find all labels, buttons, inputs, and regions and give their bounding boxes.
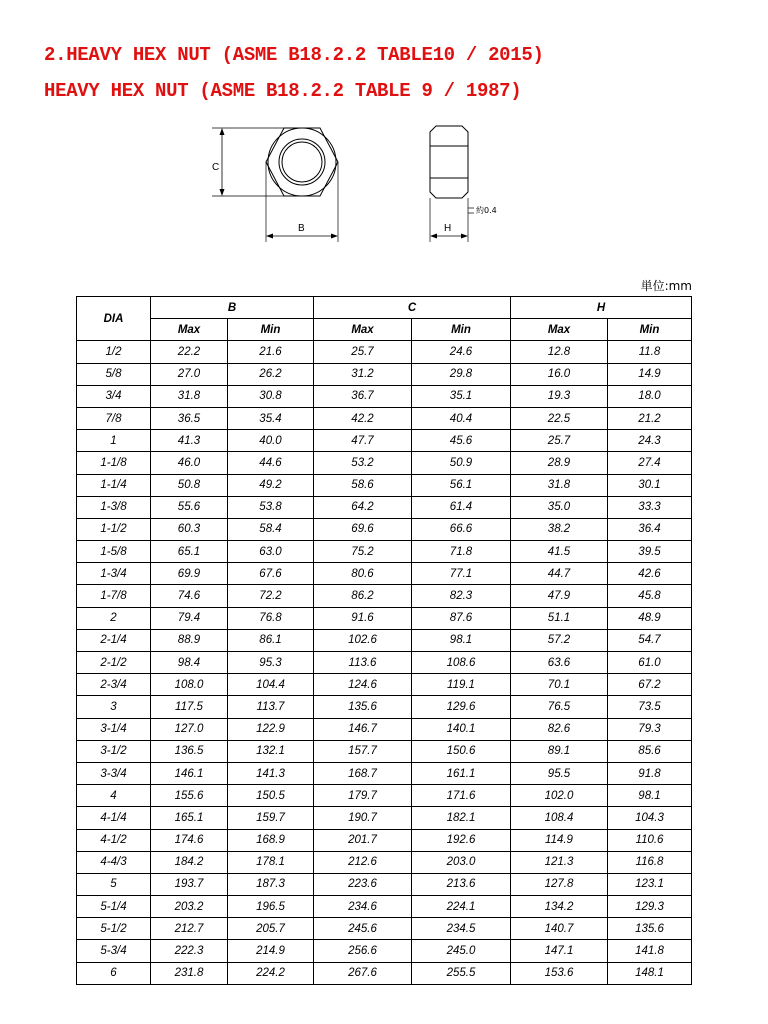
title-line-2: HEAVY HEX NUT (ASME B18.2.2 TABLE 9 / 1987) xyxy=(44,80,522,102)
cell-h-min: 27.4 xyxy=(608,452,692,474)
unit-label: 単位:mm xyxy=(640,279,692,293)
cell-b-min: 21.6 xyxy=(228,341,314,363)
table-row xyxy=(77,740,692,762)
cell-h-max: 16.0 xyxy=(511,363,608,385)
table-row xyxy=(77,762,692,784)
cell-h-min: 42.6 xyxy=(608,563,692,585)
cell-c-max: 201.7 xyxy=(314,829,412,851)
cell-b-min: 58.4 xyxy=(228,518,314,540)
cell-h-max: 82.6 xyxy=(511,718,608,740)
cell-dia: 1-1/2 xyxy=(77,518,151,540)
cell-c-min: 119.1 xyxy=(412,674,511,696)
cell-c-min: 182.1 xyxy=(412,807,511,829)
label-c: C xyxy=(212,162,220,173)
cell-c-max: 157.7 xyxy=(314,740,412,762)
cell-b-max: 231.8 xyxy=(151,962,228,984)
cell-c-min: 171.6 xyxy=(412,785,511,807)
cell-b-max: 212.7 xyxy=(151,918,228,940)
cell-b-min: 159.7 xyxy=(228,807,314,829)
table-row xyxy=(77,940,692,962)
cell-c-max: 179.7 xyxy=(314,785,412,807)
table-row xyxy=(77,341,692,363)
cell-b-min: 40.0 xyxy=(228,430,314,452)
table-row xyxy=(77,674,692,696)
cell-b-max: 41.3 xyxy=(151,430,228,452)
cell-c-min: 45.6 xyxy=(412,430,511,452)
cell-h-max: 28.9 xyxy=(511,452,608,474)
header-c: C xyxy=(314,297,511,319)
cell-dia: 1 xyxy=(77,430,151,452)
cell-b-max: 79.4 xyxy=(151,607,228,629)
cell-c-max: 223.6 xyxy=(314,873,412,895)
cell-b-max: 108.0 xyxy=(151,674,228,696)
cell-h-max: 121.3 xyxy=(511,851,608,873)
cell-b-min: 30.8 xyxy=(228,385,314,407)
cell-c-min: 245.0 xyxy=(412,940,511,962)
cell-h-max: 76.5 xyxy=(511,696,608,718)
cell-dia: 5-1/2 xyxy=(77,918,151,940)
cell-c-max: 64.2 xyxy=(314,496,412,518)
cell-dia: 1/2 xyxy=(77,341,151,363)
cell-h-min: 61.0 xyxy=(608,652,692,674)
cell-h-min: 21.2 xyxy=(608,407,692,429)
cell-h-max: 147.1 xyxy=(511,940,608,962)
cell-b-max: 55.6 xyxy=(151,496,228,518)
cell-c-min: 213.6 xyxy=(412,873,511,895)
cell-c-min: 108.6 xyxy=(412,652,511,674)
table-row xyxy=(77,873,692,895)
label-chamfer: 約0.4 xyxy=(476,206,497,215)
cell-b-min: 67.6 xyxy=(228,563,314,585)
table-row xyxy=(77,785,692,807)
header-h: H xyxy=(511,297,692,319)
cell-dia: 1-3/4 xyxy=(77,563,151,585)
cell-b-min: 132.1 xyxy=(228,740,314,762)
cell-h-max: 127.8 xyxy=(511,873,608,895)
cell-h-max: 102.0 xyxy=(511,785,608,807)
side-view-outline xyxy=(430,126,468,198)
cell-h-min: 141.8 xyxy=(608,940,692,962)
cell-b-max: 222.3 xyxy=(151,940,228,962)
table-row xyxy=(77,518,692,540)
cell-c-max: 91.6 xyxy=(314,607,412,629)
cell-h-max: 114.9 xyxy=(511,829,608,851)
cell-c-min: 87.6 xyxy=(412,607,511,629)
table-row xyxy=(77,851,692,873)
cell-b-max: 155.6 xyxy=(151,785,228,807)
table-body xyxy=(77,341,692,984)
cell-b-max: 184.2 xyxy=(151,851,228,873)
cell-c-max: 53.2 xyxy=(314,452,412,474)
cell-dia: 5-1/4 xyxy=(77,896,151,918)
cell-c-min: 24.6 xyxy=(412,341,511,363)
cell-h-max: 44.7 xyxy=(511,563,608,585)
table-row xyxy=(77,718,692,740)
cell-c-min: 161.1 xyxy=(412,762,511,784)
cell-h-max: 153.6 xyxy=(511,962,608,984)
cell-c-min: 192.6 xyxy=(412,829,511,851)
header-b: B xyxy=(151,297,314,319)
cell-b-min: 205.7 xyxy=(228,918,314,940)
cell-c-max: 36.7 xyxy=(314,385,412,407)
cell-h-min: 39.5 xyxy=(608,541,692,563)
cell-b-max: 69.9 xyxy=(151,563,228,585)
dimensions-table xyxy=(76,296,692,985)
cell-b-max: 50.8 xyxy=(151,474,228,496)
cell-h-min: 54.7 xyxy=(608,629,692,651)
cell-dia: 4-4/3 xyxy=(77,851,151,873)
cell-h-min: 110.6 xyxy=(608,829,692,851)
table-row xyxy=(77,496,692,518)
cell-b-min: 86.1 xyxy=(228,629,314,651)
cell-b-max: 27.0 xyxy=(151,363,228,385)
cell-dia: 5-3/4 xyxy=(77,940,151,962)
cell-dia: 3-1/2 xyxy=(77,740,151,762)
cell-b-min: 196.5 xyxy=(228,896,314,918)
cell-b-min: 76.8 xyxy=(228,607,314,629)
cell-c-max: 31.2 xyxy=(314,363,412,385)
cell-b-min: 187.3 xyxy=(228,873,314,895)
cell-b-min: 44.6 xyxy=(228,452,314,474)
cell-h-min: 129.3 xyxy=(608,896,692,918)
cell-h-max: 89.1 xyxy=(511,740,608,762)
cell-h-min: 14.9 xyxy=(608,363,692,385)
cell-b-max: 36.5 xyxy=(151,407,228,429)
cell-c-max: 168.7 xyxy=(314,762,412,784)
cell-h-min: 135.6 xyxy=(608,918,692,940)
cell-c-max: 113.6 xyxy=(314,652,412,674)
cell-h-max: 63.6 xyxy=(511,652,608,674)
cell-h-max: 25.7 xyxy=(511,430,608,452)
cell-c-min: 140.1 xyxy=(412,718,511,740)
cell-b-min: 178.1 xyxy=(228,851,314,873)
cell-b-max: 98.4 xyxy=(151,652,228,674)
cell-dia: 1-3/8 xyxy=(77,496,151,518)
cell-dia: 4-1/2 xyxy=(77,829,151,851)
cell-c-min: 129.6 xyxy=(412,696,511,718)
cell-h-min: 116.8 xyxy=(608,851,692,873)
cell-h-min: 33.3 xyxy=(608,496,692,518)
header-dia: DIA xyxy=(77,297,151,341)
cell-b-min: 168.9 xyxy=(228,829,314,851)
header-b-max: Max xyxy=(151,319,228,341)
cell-b-max: 31.8 xyxy=(151,385,228,407)
header-b-min: Min xyxy=(228,319,314,341)
cell-c-min: 66.6 xyxy=(412,518,511,540)
table-row xyxy=(77,962,692,984)
cell-b-min: 35.4 xyxy=(228,407,314,429)
cell-h-max: 19.3 xyxy=(511,385,608,407)
bore-inner-circle xyxy=(282,142,322,182)
cell-b-max: 136.5 xyxy=(151,740,228,762)
cell-h-max: 70.1 xyxy=(511,674,608,696)
table-row xyxy=(77,363,692,385)
cell-dia: 2-1/4 xyxy=(77,629,151,651)
cell-c-min: 203.0 xyxy=(412,851,511,873)
cell-b-min: 224.2 xyxy=(228,962,314,984)
cell-b-max: 117.5 xyxy=(151,696,228,718)
cell-c-max: 190.7 xyxy=(314,807,412,829)
header-h-min: Min xyxy=(608,319,692,341)
cell-c-min: 61.4 xyxy=(412,496,511,518)
cell-h-max: 38.2 xyxy=(511,518,608,540)
cell-c-max: 256.6 xyxy=(314,940,412,962)
cell-h-min: 148.1 xyxy=(608,962,692,984)
bore-outer-circle xyxy=(279,139,325,185)
cell-c-max: 86.2 xyxy=(314,585,412,607)
cell-b-min: 214.9 xyxy=(228,940,314,962)
table-row xyxy=(77,541,692,563)
cell-b-min: 63.0 xyxy=(228,541,314,563)
cell-c-min: 77.1 xyxy=(412,563,511,585)
cell-dia: 1-1/4 xyxy=(77,474,151,496)
cell-c-min: 40.4 xyxy=(412,407,511,429)
cell-h-max: 12.8 xyxy=(511,341,608,363)
header-c-min: Min xyxy=(412,319,511,341)
cell-dia: 3-3/4 xyxy=(77,762,151,784)
cell-b-max: 165.1 xyxy=(151,807,228,829)
cell-b-max: 46.0 xyxy=(151,452,228,474)
table-row xyxy=(77,696,692,718)
cell-c-max: 25.7 xyxy=(314,341,412,363)
cell-c-max: 42.2 xyxy=(314,407,412,429)
cell-b-min: 53.8 xyxy=(228,496,314,518)
cell-dia: 1-1/8 xyxy=(77,452,151,474)
hex-outline xyxy=(266,128,338,196)
label-b: B xyxy=(298,223,305,234)
cell-c-max: 146.7 xyxy=(314,718,412,740)
cell-dia: 5/8 xyxy=(77,363,151,385)
cell-c-min: 29.8 xyxy=(412,363,511,385)
table-row xyxy=(77,807,692,829)
cell-dia: 4 xyxy=(77,785,151,807)
cell-dia: 1-5/8 xyxy=(77,541,151,563)
cell-h-min: 104.3 xyxy=(608,807,692,829)
cell-b-min: 95.3 xyxy=(228,652,314,674)
cell-dia: 4-1/4 xyxy=(77,807,151,829)
cell-b-max: 22.2 xyxy=(151,341,228,363)
cell-b-max: 193.7 xyxy=(151,873,228,895)
cell-c-max: 124.6 xyxy=(314,674,412,696)
table-row xyxy=(77,652,692,674)
table-row xyxy=(77,918,692,940)
cell-c-min: 224.1 xyxy=(412,896,511,918)
title-line-1: 2.HEAVY HEX NUT (ASME B18.2.2 TABLE10 / 2015) xyxy=(44,44,544,66)
cell-c-min: 82.3 xyxy=(412,585,511,607)
cell-c-min: 98.1 xyxy=(412,629,511,651)
cell-h-min: 36.4 xyxy=(608,518,692,540)
cell-h-min: 24.3 xyxy=(608,430,692,452)
cell-b-max: 174.6 xyxy=(151,829,228,851)
cell-b-max: 127.0 xyxy=(151,718,228,740)
cell-dia: 1-7/8 xyxy=(77,585,151,607)
cell-c-min: 35.1 xyxy=(412,385,511,407)
cell-h-min: 91.8 xyxy=(608,762,692,784)
cell-h-min: 18.0 xyxy=(608,385,692,407)
cell-c-max: 69.6 xyxy=(314,518,412,540)
cell-c-min: 56.1 xyxy=(412,474,511,496)
cell-h-min: 79.3 xyxy=(608,718,692,740)
cell-h-max: 57.2 xyxy=(511,629,608,651)
table-row xyxy=(77,385,692,407)
header-c-max: Max xyxy=(314,319,412,341)
cell-h-max: 35.0 xyxy=(511,496,608,518)
cell-b-max: 74.6 xyxy=(151,585,228,607)
cell-b-max: 88.9 xyxy=(151,629,228,651)
table-row xyxy=(77,629,692,651)
cell-dia: 2-1/2 xyxy=(77,652,151,674)
cell-h-max: 95.5 xyxy=(511,762,608,784)
cell-h-max: 31.8 xyxy=(511,474,608,496)
cell-c-max: 80.6 xyxy=(314,563,412,585)
cell-h-min: 85.6 xyxy=(608,740,692,762)
cell-b-min: 113.7 xyxy=(228,696,314,718)
chamfer-circle xyxy=(268,128,336,196)
cell-c-max: 212.6 xyxy=(314,851,412,873)
cell-b-max: 146.1 xyxy=(151,762,228,784)
cell-dia: 2 xyxy=(77,607,151,629)
cell-h-min: 11.8 xyxy=(608,341,692,363)
cell-b-min: 122.9 xyxy=(228,718,314,740)
table-row xyxy=(77,896,692,918)
cell-dia: 3/4 xyxy=(77,385,151,407)
table-row xyxy=(77,585,692,607)
cell-h-min: 45.8 xyxy=(608,585,692,607)
table-row xyxy=(77,829,692,851)
cell-c-min: 234.5 xyxy=(412,918,511,940)
cell-b-min: 141.3 xyxy=(228,762,314,784)
table-row xyxy=(77,607,692,629)
cell-c-max: 245.6 xyxy=(314,918,412,940)
cell-h-max: 134.2 xyxy=(511,896,608,918)
cell-h-min: 67.2 xyxy=(608,674,692,696)
cell-h-max: 51.1 xyxy=(511,607,608,629)
cell-h-max: 140.7 xyxy=(511,918,608,940)
label-h: H xyxy=(444,223,452,234)
cell-h-min: 123.1 xyxy=(608,873,692,895)
cell-c-min: 50.9 xyxy=(412,452,511,474)
cell-h-min: 30.1 xyxy=(608,474,692,496)
cell-h-max: 41.5 xyxy=(511,541,608,563)
cell-dia: 3 xyxy=(77,696,151,718)
heavy-hex-nut-drawing xyxy=(200,118,540,252)
cell-dia: 6 xyxy=(77,962,151,984)
table-row xyxy=(77,407,692,429)
header-h-max: Max xyxy=(511,319,608,341)
cell-dia: 2-3/4 xyxy=(77,674,151,696)
cell-c-max: 58.6 xyxy=(314,474,412,496)
table-row xyxy=(77,474,692,496)
cell-b-min: 49.2 xyxy=(228,474,314,496)
cell-h-min: 73.5 xyxy=(608,696,692,718)
cell-c-max: 75.2 xyxy=(314,541,412,563)
cell-b-max: 60.3 xyxy=(151,518,228,540)
table-row xyxy=(77,452,692,474)
cell-c-min: 255.5 xyxy=(412,962,511,984)
cell-b-min: 72.2 xyxy=(228,585,314,607)
cell-c-min: 150.6 xyxy=(412,740,511,762)
cell-dia: 5 xyxy=(77,873,151,895)
cell-b-max: 65.1 xyxy=(151,541,228,563)
cell-b-min: 26.2 xyxy=(228,363,314,385)
cell-c-max: 234.6 xyxy=(314,896,412,918)
cell-h-max: 22.5 xyxy=(511,407,608,429)
cell-b-min: 150.5 xyxy=(228,785,314,807)
cell-c-max: 47.7 xyxy=(314,430,412,452)
cell-h-max: 108.4 xyxy=(511,807,608,829)
cell-dia: 3-1/4 xyxy=(77,718,151,740)
cell-c-max: 135.6 xyxy=(314,696,412,718)
cell-b-min: 104.4 xyxy=(228,674,314,696)
cell-dia: 7/8 xyxy=(77,407,151,429)
table-row xyxy=(77,430,692,452)
cell-c-max: 102.6 xyxy=(314,629,412,651)
cell-c-min: 71.8 xyxy=(412,541,511,563)
cell-c-max: 267.6 xyxy=(314,962,412,984)
cell-h-min: 48.9 xyxy=(608,607,692,629)
cell-b-max: 203.2 xyxy=(151,896,228,918)
cell-h-min: 98.1 xyxy=(608,785,692,807)
table-row xyxy=(77,563,692,585)
cell-h-max: 47.9 xyxy=(511,585,608,607)
